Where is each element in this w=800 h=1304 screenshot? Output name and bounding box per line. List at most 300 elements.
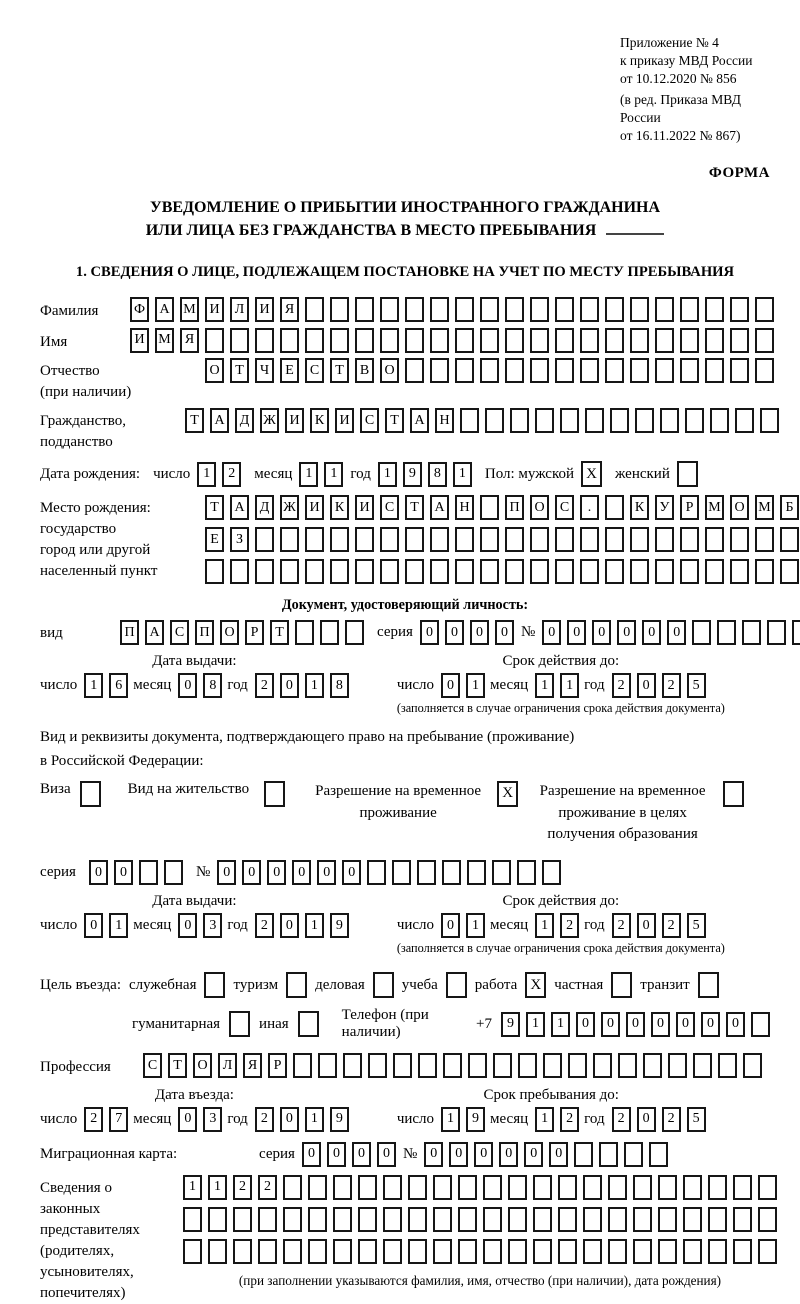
char-cell[interactable]: 0 [327,1142,346,1167]
char-cell[interactable] [433,1175,452,1200]
char-cell[interactable]: 0 [576,1012,595,1037]
char-cell[interactable] [505,358,524,383]
char-cell[interactable] [492,860,511,885]
res-issue-month-input[interactable] [178,913,222,938]
char-cell[interactable]: 0 [114,860,133,885]
char-cell[interactable]: Д [255,495,274,520]
char-cell[interactable] [283,1175,302,1200]
char-cell[interactable]: 1 [197,462,216,487]
char-cell[interactable] [755,328,774,353]
char-cell[interactable] [630,297,649,322]
char-cell[interactable] [383,1239,402,1264]
char-cell[interactable] [380,527,399,552]
char-cell[interactable] [408,1239,427,1264]
char-cell[interactable] [655,559,674,584]
char-cell[interactable] [330,559,349,584]
char-cell[interactable] [708,1207,727,1232]
char-cell[interactable]: 1 [535,913,554,938]
id-issue-month-input[interactable] [178,673,222,698]
char-cell[interactable]: Т [168,1053,187,1078]
char-cell[interactable] [392,860,411,885]
char-cell[interactable] [483,1175,502,1200]
char-cell[interactable]: 1 [378,462,397,487]
char-cell[interactable] [733,1175,752,1200]
char-cell[interactable]: 0 [601,1012,620,1037]
char-cell[interactable] [255,527,274,552]
char-cell[interactable]: 0 [470,620,489,645]
char-cell[interactable] [555,297,574,322]
char-cell[interactable] [658,1175,677,1200]
char-cell[interactable]: А [155,297,174,322]
char-cell[interactable] [330,328,349,353]
char-cell[interactable]: 1 [208,1175,227,1200]
res-valid-month-input[interactable] [535,913,579,938]
char-cell[interactable]: О [530,495,549,520]
char-cell[interactable] [455,297,474,322]
entry-day-input[interactable] [84,1107,128,1132]
char-cell[interactable]: 0 [89,860,108,885]
char-cell[interactable] [208,1207,227,1232]
char-cell[interactable]: 0 [637,673,656,698]
char-cell[interactable]: 0 [267,860,286,885]
char-cell[interactable]: Р [268,1053,287,1078]
char-cell[interactable] [643,1053,662,1078]
char-cell[interactable] [680,328,699,353]
char-cell[interactable]: 0 [178,1107,197,1132]
char-cell[interactable] [618,1053,637,1078]
char-cell[interactable] [417,860,436,885]
char-cell[interactable] [743,1053,762,1078]
patronymic-input[interactable] [205,358,774,383]
char-cell[interactable]: 9 [330,1107,349,1132]
char-cell[interactable] [658,1207,677,1232]
char-cell[interactable]: И [285,408,304,433]
char-cell[interactable] [605,559,624,584]
char-cell[interactable] [680,559,699,584]
char-cell[interactable] [705,559,724,584]
char-cell[interactable] [430,328,449,353]
birthplace-input-line3[interactable] [205,559,799,584]
char-cell[interactable] [780,527,799,552]
char-cell[interactable] [283,1239,302,1264]
char-cell[interactable] [368,1053,387,1078]
char-cell[interactable] [742,620,761,645]
char-cell[interactable]: Н [455,495,474,520]
char-cell[interactable]: 1 [441,1107,460,1132]
char-cell[interactable] [205,328,224,353]
char-cell[interactable]: С [360,408,379,433]
char-cell[interactable] [605,358,624,383]
res-issue-year-input[interactable] [255,913,349,938]
char-cell[interactable] [655,358,674,383]
char-cell[interactable] [480,358,499,383]
char-cell[interactable]: 0 [449,1142,468,1167]
char-cell[interactable] [585,408,604,433]
legal-reps-input-line1[interactable] [183,1175,777,1200]
char-cell[interactable]: Т [405,495,424,520]
char-cell[interactable] [505,297,524,322]
char-cell[interactable] [530,527,549,552]
purpose-chastnaya-checkbox[interactable] [611,972,632,998]
char-cell[interactable]: 9 [403,462,422,487]
char-cell[interactable] [735,408,754,433]
char-cell[interactable]: Я [280,297,299,322]
char-cell[interactable] [455,358,474,383]
char-cell[interactable] [230,328,249,353]
char-cell[interactable]: 0 [342,860,361,885]
char-cell[interactable]: 5 [687,1107,706,1132]
char-cell[interactable] [530,559,549,584]
char-cell[interactable]: К [630,495,649,520]
char-cell[interactable]: 2 [612,913,631,938]
char-cell[interactable] [505,527,524,552]
char-cell[interactable] [433,1207,452,1232]
char-cell[interactable] [318,1053,337,1078]
char-cell[interactable] [355,559,374,584]
char-cell[interactable]: 2 [84,1107,103,1132]
char-cell[interactable]: 1 [453,462,472,487]
char-cell[interactable]: 2 [255,673,274,698]
res-series-input[interactable] [89,860,183,885]
char-cell[interactable] [605,328,624,353]
char-cell[interactable] [508,1175,527,1200]
char-cell[interactable] [718,1053,737,1078]
char-cell[interactable] [383,1175,402,1200]
char-cell[interactable] [405,328,424,353]
stay-year-input[interactable] [612,1107,706,1132]
char-cell[interactable] [555,527,574,552]
char-cell[interactable] [693,1053,712,1078]
char-cell[interactable] [610,408,629,433]
char-cell[interactable] [443,1053,462,1078]
legal-reps-input-line2[interactable] [183,1207,777,1232]
surname-input[interactable] [130,297,774,322]
char-cell[interactable]: 1 [466,673,485,698]
char-cell[interactable] [480,297,499,322]
char-cell[interactable] [758,1175,777,1200]
char-cell[interactable] [580,328,599,353]
char-cell[interactable]: П [195,620,214,645]
char-cell[interactable] [164,860,183,885]
char-cell[interactable] [730,527,749,552]
char-cell[interactable]: 8 [203,673,222,698]
char-cell[interactable] [480,328,499,353]
char-cell[interactable]: З [230,527,249,552]
char-cell[interactable]: 0 [352,1142,371,1167]
char-cell[interactable] [480,527,499,552]
char-cell[interactable] [283,1207,302,1232]
char-cell[interactable] [605,495,624,520]
char-cell[interactable] [442,860,461,885]
char-cell[interactable]: О [730,495,749,520]
char-cell[interactable]: К [310,408,329,433]
char-cell[interactable] [605,527,624,552]
char-cell[interactable]: 2 [258,1175,277,1200]
char-cell[interactable]: 9 [466,1107,485,1132]
char-cell[interactable] [367,860,386,885]
char-cell[interactable]: 0 [617,620,636,645]
char-cell[interactable] [480,559,499,584]
id-valid-day-input[interactable] [441,673,485,698]
char-cell[interactable] [358,1207,377,1232]
char-cell[interactable] [758,1207,777,1232]
char-cell[interactable] [542,860,561,885]
char-cell[interactable]: 0 [676,1012,695,1037]
char-cell[interactable] [430,559,449,584]
char-cell[interactable]: Н [435,408,454,433]
char-cell[interactable]: И [205,297,224,322]
citizenship-input[interactable] [185,408,779,433]
char-cell[interactable] [293,1053,312,1078]
char-cell[interactable] [305,559,324,584]
char-cell[interactable]: 0 [642,620,661,645]
char-cell[interactable] [705,328,724,353]
char-cell[interactable] [458,1239,477,1264]
char-cell[interactable] [633,1207,652,1232]
char-cell[interactable]: 0 [567,620,586,645]
char-cell[interactable] [480,495,499,520]
stay-day-input[interactable] [441,1107,485,1132]
char-cell[interactable] [580,297,599,322]
char-cell[interactable]: 1 [299,462,318,487]
name-input[interactable] [130,328,774,353]
char-cell[interactable] [535,408,554,433]
char-cell[interactable] [758,1239,777,1264]
char-cell[interactable]: 2 [560,913,579,938]
char-cell[interactable] [755,297,774,322]
char-cell[interactable]: 0 [637,1107,656,1132]
char-cell[interactable]: 0 [317,860,336,885]
char-cell[interactable] [708,1175,727,1200]
char-cell[interactable]: 2 [560,1107,579,1132]
char-cell[interactable] [430,297,449,322]
char-cell[interactable] [458,1207,477,1232]
char-cell[interactable]: М [705,495,724,520]
char-cell[interactable] [418,1053,437,1078]
char-cell[interactable] [633,1239,652,1264]
char-cell[interactable] [660,408,679,433]
char-cell[interactable] [705,297,724,322]
res-number-input[interactable] [217,860,561,885]
char-cell[interactable] [730,559,749,584]
char-cell[interactable]: В [355,358,374,383]
char-cell[interactable]: Е [205,527,224,552]
char-cell[interactable]: 0 [280,673,299,698]
birthplace-input-line2[interactable] [205,527,799,552]
char-cell[interactable]: 8 [428,462,447,487]
char-cell[interactable] [705,527,724,552]
char-cell[interactable] [258,1207,277,1232]
birthplace-input-line1[interactable] [205,495,799,520]
char-cell[interactable]: 2 [612,1107,631,1132]
char-cell[interactable]: 0 [474,1142,493,1167]
char-cell[interactable]: 0 [445,620,464,645]
char-cell[interactable] [655,328,674,353]
char-cell[interactable] [455,559,474,584]
char-cell[interactable] [458,1175,477,1200]
char-cell[interactable]: 2 [222,462,241,487]
char-cell[interactable]: 0 [280,913,299,938]
char-cell[interactable]: Р [680,495,699,520]
char-cell[interactable]: 9 [501,1012,520,1037]
char-cell[interactable] [405,527,424,552]
char-cell[interactable]: Т [230,358,249,383]
char-cell[interactable]: 2 [255,913,274,938]
char-cell[interactable]: И [305,495,324,520]
char-cell[interactable] [608,1175,627,1200]
char-cell[interactable] [295,620,314,645]
char-cell[interactable] [383,1207,402,1232]
char-cell[interactable]: М [155,328,174,353]
char-cell[interactable]: М [180,297,199,322]
char-cell[interactable] [530,358,549,383]
char-cell[interactable] [330,297,349,322]
char-cell[interactable] [733,1239,752,1264]
purpose-delovaya-checkbox[interactable] [373,972,394,998]
char-cell[interactable]: 0 [302,1142,321,1167]
char-cell[interactable] [380,559,399,584]
char-cell[interactable]: 0 [495,620,514,645]
char-cell[interactable]: 2 [662,913,681,938]
char-cell[interactable] [280,527,299,552]
char-cell[interactable] [308,1207,327,1232]
char-cell[interactable]: 0 [84,913,103,938]
char-cell[interactable] [630,358,649,383]
char-cell[interactable]: Я [180,328,199,353]
char-cell[interactable]: С [380,495,399,520]
id-issue-year-input[interactable] [255,673,349,698]
char-cell[interactable] [680,527,699,552]
char-cell[interactable] [692,620,711,645]
char-cell[interactable] [433,1239,452,1264]
char-cell[interactable]: Ч [255,358,274,383]
char-cell[interactable] [467,860,486,885]
char-cell[interactable] [345,620,364,645]
char-cell[interactable]: 1 [183,1175,202,1200]
char-cell[interactable] [655,527,674,552]
char-cell[interactable] [510,408,529,433]
char-cell[interactable]: 1 [109,913,128,938]
char-cell[interactable] [683,1175,702,1200]
char-cell[interactable]: Т [385,408,404,433]
char-cell[interactable] [183,1239,202,1264]
char-cell[interactable]: 0 [701,1012,720,1037]
char-cell[interactable]: 5 [687,673,706,698]
char-cell[interactable]: 6 [109,673,128,698]
char-cell[interactable] [555,559,574,584]
char-cell[interactable] [183,1207,202,1232]
char-cell[interactable] [530,297,549,322]
char-cell[interactable] [608,1207,627,1232]
char-cell[interactable] [330,527,349,552]
birth-month-input[interactable] [299,462,343,487]
char-cell[interactable]: 0 [441,673,460,698]
birth-year-input[interactable] [378,462,472,487]
char-cell[interactable]: М [755,495,774,520]
char-cell[interactable] [780,559,799,584]
char-cell[interactable] [608,1239,627,1264]
char-cell[interactable] [668,1053,687,1078]
purpose-gumanitarnaya-checkbox[interactable] [229,1011,250,1037]
char-cell[interactable] [208,1239,227,1264]
char-cell[interactable]: Ж [280,495,299,520]
char-cell[interactable] [767,620,786,645]
char-cell[interactable]: 7 [109,1107,128,1132]
char-cell[interactable] [355,328,374,353]
char-cell[interactable] [255,559,274,584]
char-cell[interactable] [583,1207,602,1232]
char-cell[interactable]: 0 [726,1012,745,1037]
char-cell[interactable]: 3 [203,913,222,938]
char-cell[interactable]: Л [230,297,249,322]
char-cell[interactable]: И [355,495,374,520]
char-cell[interactable]: Т [330,358,349,383]
char-cell[interactable] [483,1207,502,1232]
char-cell[interactable]: Л [218,1053,237,1078]
char-cell[interactable]: 1 [535,1107,554,1132]
char-cell[interactable] [408,1175,427,1200]
char-cell[interactable]: 0 [667,620,686,645]
char-cell[interactable] [358,1239,377,1264]
char-cell[interactable] [710,408,729,433]
char-cell[interactable]: 0 [651,1012,670,1037]
id-valid-year-input[interactable] [612,673,706,698]
char-cell[interactable]: О [205,358,224,383]
char-cell[interactable] [708,1239,727,1264]
char-cell[interactable]: А [210,408,229,433]
char-cell[interactable] [280,559,299,584]
char-cell[interactable] [380,328,399,353]
char-cell[interactable]: . [580,495,599,520]
res-issue-day-input[interactable] [84,913,128,938]
char-cell[interactable]: У [655,495,674,520]
char-cell[interactable] [593,1053,612,1078]
char-cell[interactable] [280,328,299,353]
entry-year-input[interactable] [255,1107,349,1132]
entry-month-input[interactable] [178,1107,222,1132]
char-cell[interactable] [333,1239,352,1264]
char-cell[interactable] [517,860,536,885]
id-number-input[interactable] [542,620,800,645]
char-cell[interactable]: 9 [330,913,349,938]
stay-month-input[interactable] [535,1107,579,1132]
char-cell[interactable]: А [145,620,164,645]
char-cell[interactable] [305,297,324,322]
legal-reps-input-line3[interactable] [183,1239,777,1264]
visa-checkbox[interactable] [80,781,101,807]
char-cell[interactable]: 1 [526,1012,545,1037]
char-cell[interactable]: 1 [305,673,324,698]
char-cell[interactable]: Ф [130,297,149,322]
char-cell[interactable]: 2 [662,673,681,698]
residence-permit-checkbox[interactable] [264,781,285,807]
char-cell[interactable]: О [380,358,399,383]
char-cell[interactable]: С [170,620,189,645]
profession-input[interactable] [143,1053,762,1078]
char-cell[interactable] [405,358,424,383]
char-cell[interactable]: 0 [424,1142,443,1167]
char-cell[interactable] [683,1239,702,1264]
char-cell[interactable]: 0 [377,1142,396,1167]
char-cell[interactable] [508,1207,527,1232]
char-cell[interactable]: 0 [242,860,261,885]
id-valid-month-input[interactable] [535,673,579,698]
char-cell[interactable] [630,527,649,552]
char-cell[interactable] [680,358,699,383]
char-cell[interactable] [580,358,599,383]
char-cell[interactable] [558,1239,577,1264]
char-cell[interactable] [233,1239,252,1264]
